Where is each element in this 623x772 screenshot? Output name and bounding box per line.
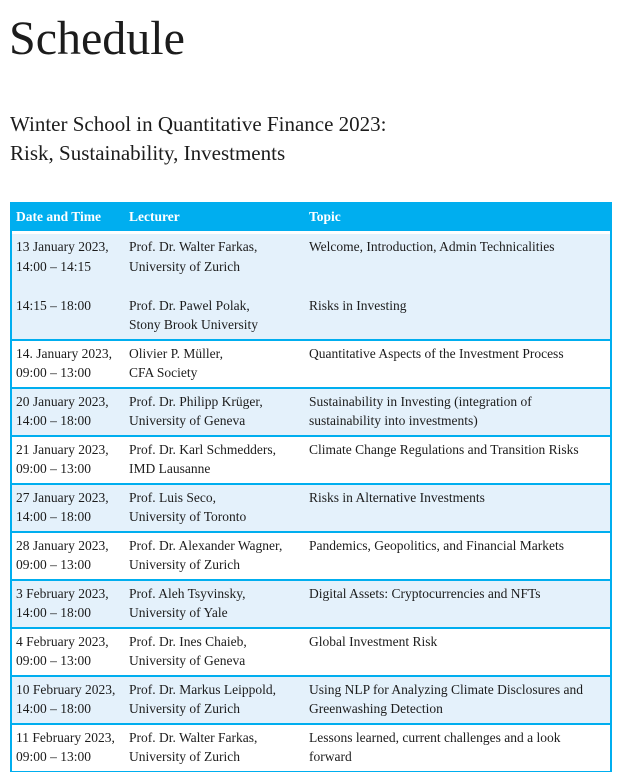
cell-line: 09:00 – 13:00 [16,749,92,764]
page-subtitle [10,110,612,168]
table-row [12,627,610,675]
cell-line: University of Zurich [129,557,240,572]
cell-line: 09:00 – 13:00 [16,461,92,476]
cell-line: Digital Assets: Cryptocurrencies and NFTs [309,585,541,601]
cell-line: Prof. Dr. Philipp Krüger, [129,393,263,409]
table-row [12,483,610,531]
cell-line: Prof. Dr. Walter Farkas, [129,239,258,254]
cell-line [309,276,608,296]
cell-line: 09:00 – 13:00 [16,557,92,572]
cell-line: University of Geneva [129,413,246,428]
column-header-lecturer: Lecturer [129,208,180,224]
cell-date [12,344,125,383]
cell-topic [305,680,610,719]
cell-date [12,584,125,623]
cell-line: Olivier P. Müller, [129,345,223,361]
cell-line: University of Zurich [129,258,240,274]
cell-line: 10 February 2023, [16,681,116,697]
cell-date [12,237,125,335]
cell-line: 14:00 – 18:00 [16,605,92,620]
cell-line: Welcome, Introduction, Admin Technicalities [309,239,555,254]
cell-lecturer [125,488,305,527]
subtitle-line-1: Winter School in Quantitative Finance 2023: [10,112,387,136]
table-row [12,231,610,339]
cell-topic [305,392,610,431]
cell-line: 14:15 – 18:00 [16,297,92,313]
cell-line: University of Zurich [129,749,240,764]
schedule-table [10,202,612,772]
cell-topic [305,488,610,527]
cell-lecturer [125,392,305,431]
cell-lecturer [125,728,305,767]
cell-line: 20 January 2023, [16,393,109,409]
cell-line: 09:00 – 13:00 [16,653,92,668]
cell-line [129,276,303,296]
cell-line: University of Yale [129,605,228,620]
cell-line: 3 February 2023, [16,585,109,601]
cell-date [12,536,125,575]
cell-line [309,257,608,277]
cell-line: 11 February 2023, [16,729,115,745]
cell-lecturer [125,632,305,671]
cell-topic [305,440,610,479]
cell-topic [305,536,610,575]
subtitle-line-2: Risk, Sustainability, Investments [10,141,286,165]
cell-line: Greenwashing Detection [309,701,443,716]
cell-line: University of Geneva [129,653,246,668]
cell-date [12,632,125,671]
cell-line: 14:00 – 14:15 [16,258,92,274]
page-title: Schedule [9,12,185,65]
cell-line: CFA Society [129,365,198,380]
schedule-table-body [12,231,610,771]
cell-line: Prof. Aleh Tsyvinsky, [129,585,246,601]
table-row [12,579,610,627]
cell-line: Prof. Dr. Walter Farkas, [129,729,258,745]
table-row [12,387,610,435]
cell-line: IMD Lausanne [129,461,211,476]
cell-line [16,276,123,296]
cell-date [12,680,125,719]
cell-line: Quantitative Aspects of the Investment Process [309,345,564,361]
cell-topic [305,344,610,383]
cell-line: Using NLP for Analyzing Climate Disclosures and [309,681,583,697]
cell-line: Risks in Alternative Investments [309,489,485,505]
table-header-row [12,202,610,231]
cell-line: Climate Change Regulations and Transition Risks [309,441,579,457]
cell-topic [305,632,610,671]
cell-line: 14:00 – 18:00 [16,413,92,428]
cell-line: Prof. Luis Seco, [129,489,216,505]
cell-line: 14:00 – 18:00 [16,701,92,716]
column-header-topic: Topic [309,208,341,224]
cell-line: 27 January 2023, [16,489,109,505]
cell-line: 13 January 2023, [16,239,109,254]
cell-lecturer [125,237,305,335]
cell-line: forward [309,749,352,764]
cell-lecturer [125,536,305,575]
cell-line: sustainability into investments) [309,413,478,428]
cell-line: Stony Brook University [129,317,259,332]
cell-topic [305,728,610,767]
column-header-date-and-time: Date and Time [16,208,102,224]
cell-line: Pandemics, Geopolitics, and Financial Markets [309,537,564,553]
cell-line: Lessons learned, current challenges and a look [309,729,561,745]
cell-line: University of Zurich [129,701,240,716]
cell-topic [305,584,610,623]
cell-date [12,488,125,527]
cell-line: University of Toronto [129,509,247,524]
cell-line: 09:00 – 13:00 [16,365,92,380]
cell-line: 28 January 2023, [16,537,109,553]
table-row [12,531,610,579]
cell-date [12,728,125,767]
cell-line: Prof. Dr. Pawel Polak, [129,297,250,313]
cell-lecturer [125,584,305,623]
cell-line: Prof. Dr. Karl Schmedders, [129,441,276,457]
cell-lecturer [125,440,305,479]
cell-line: 4 February 2023, [16,633,109,649]
cell-line: 14:00 – 18:00 [16,509,92,524]
table-row [12,723,610,771]
table-row [12,675,610,723]
cell-topic [305,237,610,335]
cell-date [12,440,125,479]
table-row [12,435,610,483]
cell-date [12,392,125,431]
cell-line: Prof. Dr. Alexander Wagner, [129,537,283,553]
cell-line: Prof. Dr. Markus Leippold, [129,681,276,697]
cell-line: Global Investment Risk [309,633,438,649]
cell-lecturer [125,680,305,719]
cell-line: Prof. Dr. Ines Chaieb, [129,633,247,649]
cell-line: Risks in Investing [309,297,407,313]
cell-line: Sustainability in Investing (integration of [309,393,532,409]
cell-line: 14. January 2023, [16,345,112,361]
cell-line: 21 January 2023, [16,441,109,457]
cell-lecturer [125,344,305,383]
table-row [12,339,610,387]
